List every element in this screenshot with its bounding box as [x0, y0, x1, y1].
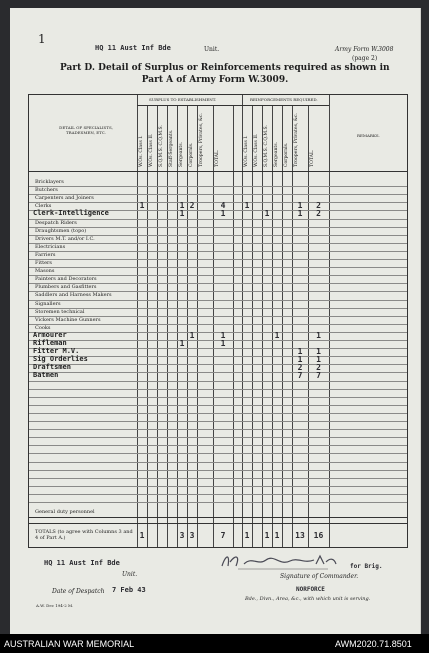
row-rule: [29, 324, 407, 325]
table-cell: 1: [274, 330, 280, 340]
title-line-1: Part D. Detail of Surplus or Reinforcements required as shown in: [60, 63, 390, 73]
bde-label: Bde., Divn., Area, &c., with which unit is serving.: [245, 596, 371, 602]
row-rule: [29, 478, 407, 479]
table-cell: 1: [179, 339, 185, 348]
for-brig: for Brig.: [350, 563, 383, 570]
surplus-column-header: Troopers, Privates, &c.: [199, 113, 204, 167]
table-cell: 4: [220, 201, 226, 211]
unit-label: Unit.: [204, 46, 220, 53]
row-rule: [29, 453, 407, 454]
table-cell: 7: [316, 371, 321, 381]
table-cell: 1: [179, 209, 185, 219]
table-cell: 1: [316, 347, 321, 357]
row-label: Draftsmen: [33, 363, 71, 372]
row-rule: [29, 259, 407, 260]
row-rule: [29, 517, 407, 518]
table-cell: 1: [264, 209, 270, 219]
row-label: Cooks: [35, 324, 51, 331]
signature-label: Signature of Commander.: [280, 573, 359, 580]
table-cell: 2: [316, 209, 321, 219]
row-label: Storemen technical: [35, 308, 85, 315]
header-rule: [29, 171, 407, 172]
footer-left: AUSTRALIAN WAR MEMORIAL: [4, 639, 135, 649]
total-cell: 1: [264, 531, 270, 540]
row-label: Sig Orderlies: [33, 355, 88, 364]
row-rule: [29, 364, 407, 365]
totals-rule: [29, 523, 407, 524]
table-cell: 2: [189, 201, 195, 211]
reinforcement-column-header: Sergeants.: [274, 141, 279, 167]
column-divider: [242, 95, 243, 547]
table-cell: 1: [297, 209, 303, 219]
row-rule: [29, 494, 407, 495]
table-cell: 1: [297, 355, 303, 365]
table-cell: 1: [244, 201, 250, 211]
detail-table: [28, 94, 408, 548]
table-cell: 1: [316, 330, 321, 340]
surplus-column-header: W.Os. Class II.: [149, 133, 154, 167]
row-rule: [29, 429, 407, 430]
row-label: Despatch Riders: [35, 219, 77, 226]
table-cell: 1: [189, 330, 195, 340]
row-rule: [29, 186, 407, 187]
row-rule: [29, 397, 407, 398]
row-label: Signallers: [35, 300, 61, 307]
row-rule: [29, 251, 407, 252]
row-label: Saddlers and Harness Makers: [35, 292, 112, 299]
total-cell: 3: [189, 531, 195, 540]
row-rule: [29, 421, 407, 422]
reinforcement-column-header: W.Os. Class II.: [254, 133, 259, 167]
row-label: Bricklayers: [35, 179, 64, 185]
header-rule: [137, 105, 329, 106]
table-cell: 2: [316, 201, 321, 211]
column-divider: [329, 95, 330, 547]
surplus-column-header: Sergeants.: [179, 141, 184, 167]
commander-signature: [218, 552, 368, 572]
surplus-header: SURPLUS TO ESTABLISHMENT.: [149, 97, 217, 102]
row-rule: [29, 381, 407, 382]
totals-label: TOTALS (to agree with Columns 3 and 4 of Part A.): [35, 529, 133, 541]
row-rule: [29, 372, 407, 373]
column-divider: [137, 95, 138, 547]
reinforcement-column-header: Troopers, Privates, &c.: [294, 113, 299, 167]
row-rule: [29, 308, 407, 309]
row-label: Draughtsmen (topo): [35, 227, 87, 234]
row-rule: [29, 243, 407, 244]
table-cell: 1: [297, 201, 303, 211]
footer-right: AWM2020.71.8501: [335, 639, 412, 649]
row-rule: [29, 389, 407, 390]
table-cell: 1: [220, 209, 226, 219]
surplus-column-header: Staff-Sergeants.: [169, 129, 174, 167]
row-rule: [29, 462, 407, 463]
row-label: Painters and Decorators: [35, 276, 97, 283]
total-cell: 13: [295, 531, 305, 540]
row-rule: [29, 445, 407, 446]
printer-note: A.W. Dec 194-2 M.: [36, 603, 74, 608]
row-rule: [29, 219, 407, 220]
reinforcement-column-header: TOTAL.: [310, 149, 315, 167]
table-cell: 1: [220, 330, 226, 340]
bottom-unit-label: Unit.: [122, 571, 138, 578]
row-rule: [29, 413, 407, 414]
page-number: (page 2): [352, 55, 378, 62]
reinforcements-header: REINFORCEMENTS REQUIRED.: [250, 97, 318, 102]
row-label: Clerk-Intelligence: [33, 209, 109, 218]
remarks-header: REMARKS.: [357, 133, 380, 138]
total-cell: 1: [274, 531, 280, 540]
surplus-column-header: S.Q.M.S. C.Q.M.S.: [159, 125, 164, 167]
date-label: Date of Despatch: [52, 588, 105, 595]
row-rule: [29, 348, 407, 349]
date-value: 7 Feb 43: [112, 586, 146, 594]
row-rule: [29, 300, 407, 301]
table-cell: 1: [297, 347, 303, 357]
row-label: Fitters: [35, 260, 53, 266]
total-cell: 1: [244, 531, 250, 540]
form-name: Army Form W.3008: [335, 46, 394, 53]
total-cell: 7: [220, 531, 226, 540]
row-label: Farriers: [35, 251, 56, 258]
table-cell: 1: [139, 201, 145, 211]
surplus-column-header: TOTAL.: [215, 149, 220, 167]
unit-typed: HQ 11 Aust Inf Bde: [95, 44, 171, 52]
row-label: Drivers M.T. and/or I.C.: [35, 235, 95, 242]
row-label: Electricians: [35, 243, 66, 250]
total-cell: 3: [179, 531, 185, 540]
table-cell: 2: [297, 363, 303, 373]
row-label: Carpenters and Joiners: [35, 195, 94, 202]
row-label: Clerks: [35, 203, 52, 210]
corner-mark: 1: [38, 32, 46, 46]
row-label: Rifleman: [33, 339, 67, 347]
surplus-column-header: W.Os. Class I.: [139, 135, 144, 167]
total-cell: 16: [313, 531, 324, 540]
row-rule: [29, 267, 407, 268]
row-label: Plumbers and Gasfitters: [35, 284, 97, 291]
row-rule: [29, 437, 407, 438]
detail-header: DETAIL OF SPECIALISTS, TRADESMEN, ETC.: [59, 125, 113, 135]
reinforcement-column-header: W.Os. Class I.: [244, 135, 249, 167]
table-cell: 2: [316, 363, 321, 373]
force-typed: NORFORCE: [296, 586, 325, 593]
row-rule: [29, 502, 407, 503]
reinforcement-column-header: S.Q.M.S. C.Q.M.S.: [264, 125, 269, 167]
row-rule: [29, 405, 407, 406]
table-cell: 7: [297, 371, 303, 381]
form-title: [60, 62, 390, 86]
general-duty-label: General duty personnel: [35, 509, 95, 515]
table-cell: 1: [220, 339, 226, 348]
row-label: Batmen: [33, 371, 59, 380]
row-label: Vickers Machine Gunners: [35, 316, 101, 323]
row-label: Butchers: [35, 187, 58, 194]
title-line-2: Part A of Army Form W.3009.: [141, 75, 289, 85]
table-cell: 1: [316, 355, 321, 365]
row-rule: [29, 470, 407, 471]
row-label: Armourer: [33, 330, 67, 339]
bottom-unit-typed: HQ 11 Aust Inf Bde: [44, 559, 120, 567]
table-cell: 1: [179, 201, 185, 211]
reinforcement-column-header: Corporals.: [284, 142, 289, 167]
total-cell: 1: [139, 531, 145, 540]
archive-footer: [0, 634, 429, 653]
surplus-column-header: Corporals.: [189, 142, 194, 167]
row-label: Masons: [35, 268, 55, 275]
row-rule: [29, 486, 407, 487]
row-label: Fitter M.V.: [33, 347, 80, 356]
